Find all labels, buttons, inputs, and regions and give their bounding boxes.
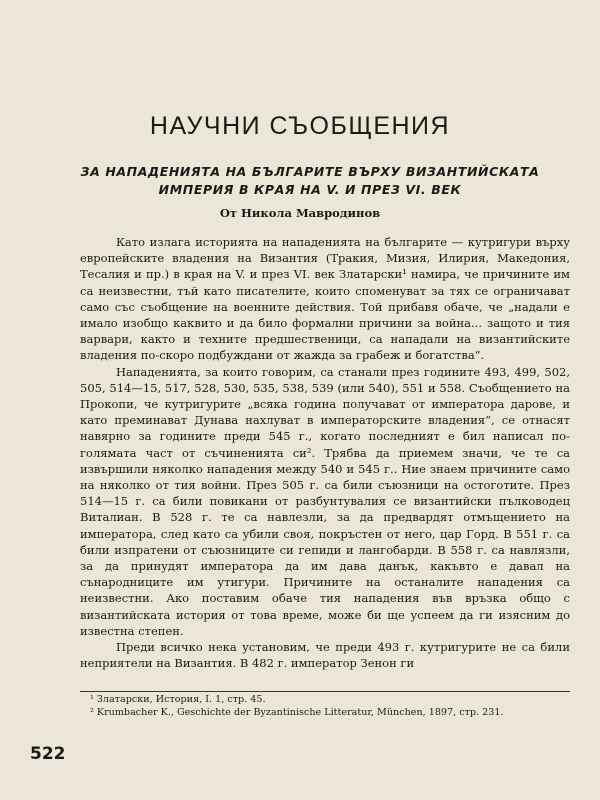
paragraph: Преди всичко нека установим, че преди 493 г. кутригурите не са били неприятели на Византия. В 482 г. император Зенон ги bbox=[80, 640, 570, 671]
paragraph: Нападенията, за които говорим, са станали през годините 493, 499, 502, 505, 514—15, 517, 528, 530, 535, 538, 539 (или 540), 551 и 558. Съобщението на Прокопи, че кутригурите „всяка година получават от императора дарове, и като преминават Дунава нахлуват в императорските владения“, се отнасят навярно за годините преди 545 г., когато последният е бил написал по-голямата част от съчиненията си². Трябва да приемем значи, че те са извършили няколко нападения между 540 и 545 г.. Ние знаем причините само на няколко от тия войни. През 505 г. са били съюзници на остоготите. През 514—15 г. са били повикани от разбунтувалия се византийски пълководец Виталиан. В 528 г. те са навлезли, за да предвардят отмъщението на императора, след като са убили своя, покръстен от него, цар Горд. В 551 г. са били изпратени от съюзниците си гепиди и лангобарди. В 558 г. са навлязли, за да принудят императора да им дава данък, какъвто е давал на сънародниците им утигури. Причините на останалите нападения са неизвестни. Ако поставим обаче тия нападения във връзка общо с византийската история от това време, може би ще успеем да ги изясним до известна степен. bbox=[80, 364, 570, 638]
article-body bbox=[80, 234, 570, 671]
article-title: ЗА НАПАДЕНИЯТА НА БЪЛГАРИТЕ ВЪРХУ ВИЗАНТИЙСКАТА ИМПЕРИЯ В КРАЯ НА V. И ПРЕЗ VI. ВЕК bbox=[80, 164, 540, 197]
footnote: ¹ Златарски, История, I. 1, стр. 45. bbox=[90, 694, 266, 705]
footnote-divider bbox=[80, 691, 570, 692]
page-number: 522 bbox=[30, 744, 66, 764]
author-line: От Никола Мавродинов bbox=[219, 206, 381, 220]
paragraph: Като излага историята на нападенията на българите — кутригури върху европейските владения на Византия (Тракия, Мизия, Илирия, Македония, Тесалия и пр.) в края на V. и през VI. век Златарски¹ намира, че причините им са неизвестни, тъй като писателите, които споменуват за тях се ограничават само със съобщение на военните действия. Той прибавя обаче, че „надали е имало изобщо каквито и да било формални причини за война... защото и тия варвари, както и техните предшественици, са нападали на византийските владения по-скоро подбуждани от жажда за грабеж и богатства“. bbox=[80, 235, 570, 363]
footnote: ² Krumbacher K., Geschichte der Byzantinische Litteratur, München, 1897, стр. 231. bbox=[90, 706, 504, 718]
section-title: НАУЧНИ СЪОБЩЕНИЯ bbox=[149, 112, 451, 140]
footnotes bbox=[80, 694, 570, 719]
